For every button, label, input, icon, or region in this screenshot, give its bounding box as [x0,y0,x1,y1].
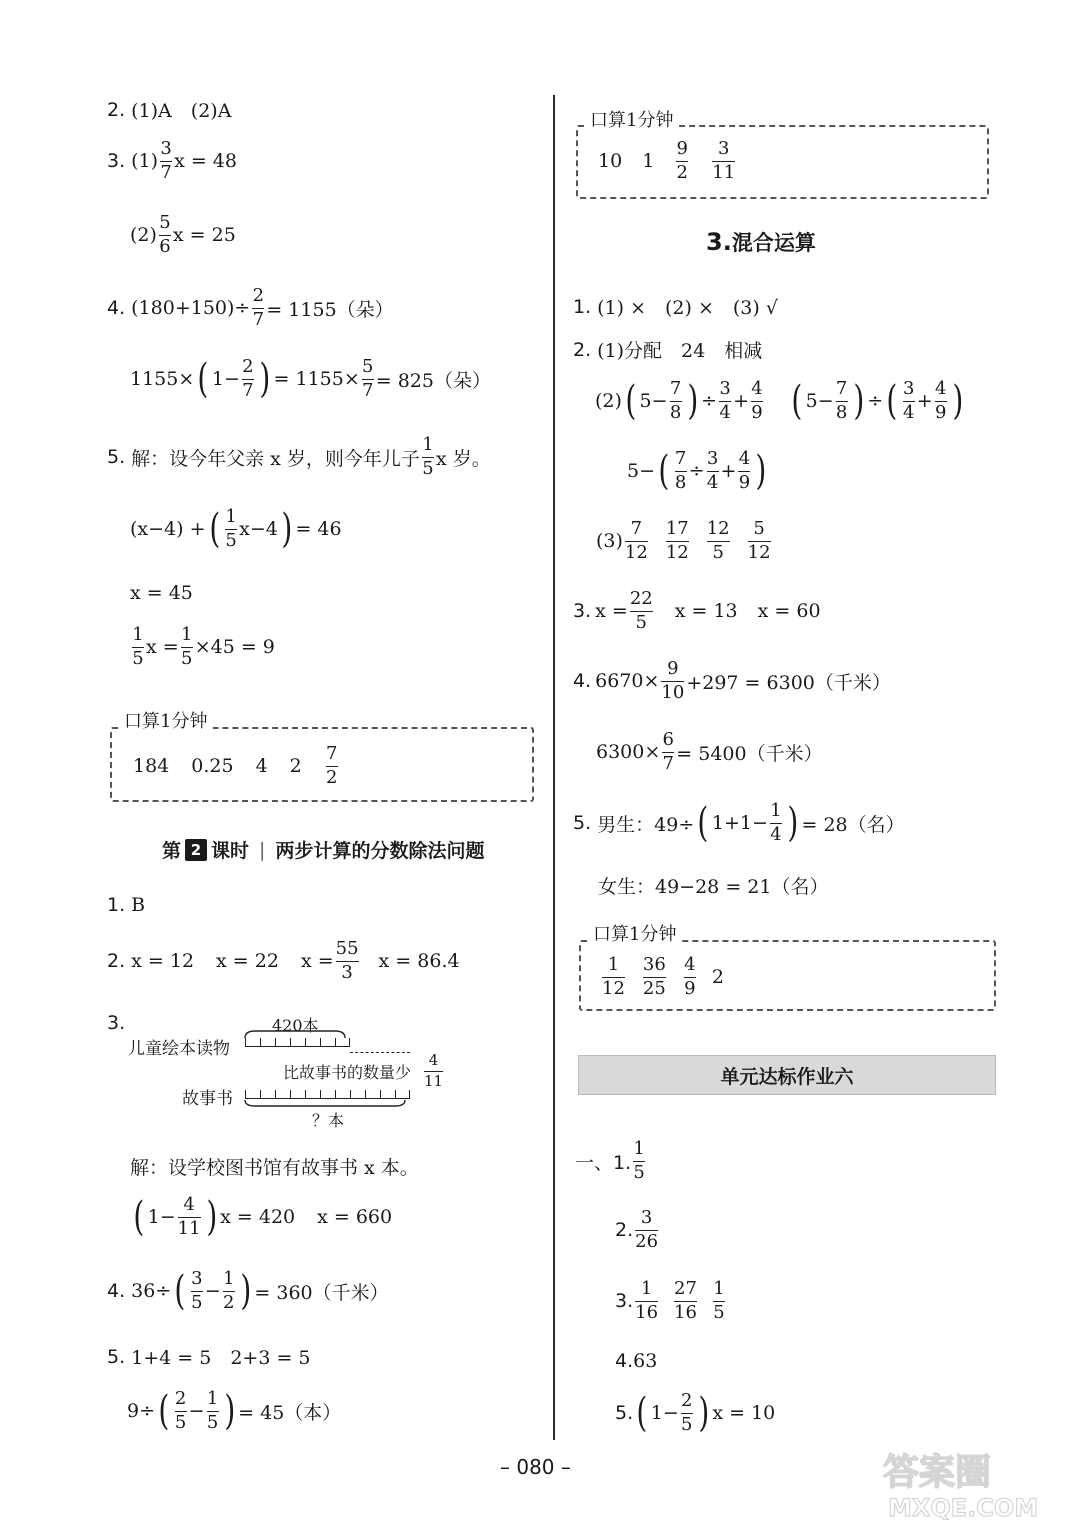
column-divider [553,95,555,1440]
l-3-equation: ( 1− $\frac{4}{11}$ ) x = 420 x = 660 [133,1194,393,1241]
r-3: 3. x = $\frac{22}{5}$ x = 13 x = 60 [573,588,821,633]
l-q3b: (2) $\frac{5}{6}$ x = 25 [130,212,236,257]
fraction: $\frac{4}{11}$ [177,1194,201,1239]
diagram-bar-1 [245,1036,350,1047]
fraction: $\frac{1}{16}$ [635,1278,659,1323]
fraction: $\frac{1}{5}$ [422,434,434,479]
watermark-logo [878,1442,1048,1522]
fraction: $\frac{1}{4}$ [770,800,782,845]
fraction: $\frac{2}{5}$ [681,1390,693,1435]
fraction: $\frac{4}{9}$ [934,378,947,423]
fraction: $\frac{6}{7}$ [662,729,674,774]
mental-answers: 10 1 $\frac{9}{2}$ $\frac{3}{11}$ [598,138,736,183]
l-q5b: (x−4) + ( $\frac{1}{5}$ x−4 ) = 46 [130,506,342,553]
fraction: $\frac{17}{12}$ [665,518,689,563]
r-2d: (3) $\frac{7}{12}$ $\frac{17}{12}$ $\frac{12}{5}$ $\frac{5}{12}$ [596,518,771,563]
l-q3a: 3. (1) $\frac{3}{7}$ x = 48 [107,138,237,183]
fraction: $\frac{7}{8}$ [669,378,682,423]
fraction: $\frac{1}{5}$ [225,506,237,551]
page-number: – 080 – [500,1455,571,1479]
fraction: $\frac{5}{7}$ [362,356,374,401]
mental-answers: 184 0.25 4 2 $\frac{7}{2}$ [133,743,338,788]
fraction: $\frac{1}{5}$ [180,624,193,669]
r-2c: 5− ( $\frac{7}{8}$ ÷ $\frac{3}{4}$ + $\frac{4}{9}$ ) [627,448,767,495]
unit-heading: 单元达标作业六 [578,1055,996,1095]
l-q2: 2. (1)A (2)A [107,98,232,122]
svg-text:MXQE.COM: MXQE.COM [888,1494,1039,1522]
fraction: $\frac{1}{12}$ [602,954,625,999]
diagram-row2-label: 故事书 [182,1089,233,1109]
fraction: $\frac{22}{5}$ [629,588,653,633]
l-q5d: $\frac{1}{5}$ x = $\frac{1}{5}$ ×45 = 9 [132,624,275,669]
fraction: $\frac{7}{8}$ [835,378,848,423]
fraction: $\frac{3}{5}$ [191,1268,203,1313]
r-1: 1. (1) × (2) × (3) √ [573,295,778,319]
fraction: $\frac{36}{25}$ [642,954,666,999]
l-2: 2. x = 12 x = 22 x = $\frac{55}{3}$ x = 86.4 [107,938,460,983]
fraction: $\frac{9}{10}$ [661,658,685,703]
fraction: $\frac{1}{5}$ [713,1278,725,1323]
fraction: $\frac{2}{7}$ [252,285,265,330]
fraction: $\frac{5}{6}$ [159,212,171,257]
box-title: 口算1分钟 [587,920,682,946]
fraction: $\frac{4}{9}$ [751,378,763,423]
fraction: $\frac{55}{3}$ [335,938,359,983]
r-5b: 女生：49−28 = 21（名） [598,876,829,898]
diagram-note-fraction: 4 11 [424,1051,444,1090]
r-5a: 5. 男生：49÷ ( 1+1− $\frac{1}{4}$ ) = 28（名） [573,800,905,847]
fraction: $\frac{3}{26}$ [635,1207,659,1252]
box-title: 口算1分钟 [118,707,213,733]
section-heading: 3. 混合运算 [706,228,816,256]
diagram-top-label: 420本 [272,1016,319,1035]
fraction: $\frac{9}{2}$ [676,138,688,183]
r-4b: 6300× $\frac{6}{7}$ = 5400（千米） [596,729,823,774]
u-1: 一、1. $\frac{1}{5}$ [575,1138,645,1183]
fraction: $\frac{1}{5}$ [132,624,144,669]
l-3-num: 3. [107,1012,126,1034]
fraction: $\frac{5}{12}$ [747,518,771,563]
fraction: $\frac{12}{5}$ [706,518,730,563]
diagram-bottom-label: ？本 [312,1111,345,1130]
fraction: $\frac{1}{5}$ [206,1388,219,1433]
l-5a: 5. 1+4 = 5 2+3 = 5 [107,1345,311,1369]
l-4: 4. 36÷ ( $\frac{3}{5}$ − $\frac{1}{2}$ ) = 360（千米） [107,1268,389,1315]
svg-text:答案圈: 答案圈 [883,1452,992,1493]
fraction: $\frac{1}{2}$ [223,1268,235,1313]
mental-answers: $\frac{1}{12}$ $\frac{36}{25}$ $\frac{4}{9}$ 2 [602,954,724,999]
l-3-solution: 解：设学校图书馆有故事书 x 本。 [130,1157,419,1179]
lesson-heading: 第 2 课时 | 两步计算的分数除法问题 [162,838,485,862]
fraction: $\frac{2}{5}$ [174,1388,187,1433]
u-4: 4. 63 [615,1350,658,1372]
l-q4b: 1155× ( 1− $\frac{2}{7}$ ) = 1155× $\frac{5}{7}$ = 825（朵） [130,356,491,403]
fraction: $\frac{27}{16}$ [674,1278,697,1323]
fraction: $\frac{3}{4}$ [706,448,719,493]
u-2: 2. $\frac{3}{26}$ [615,1207,659,1252]
r-2a: 2. (1)分配 24 相减 [573,338,763,362]
r-4a: 4. 6670× $\frac{9}{10}$ +297 = 6300（千米） [573,658,891,703]
fraction: $\frac{3}{7}$ [160,138,172,183]
l-q4a: 4. (180+150)÷ $\frac{2}{7}$ = 1155（朵） [107,285,394,330]
diagram-note: 比故事书的数量少 [283,1063,412,1082]
fraction: $\frac{4}{9}$ [738,448,751,493]
fraction: $\frac{7}{2}$ [326,743,338,788]
l-1: 1. B [107,894,146,916]
fraction: $\frac{3}{11}$ [712,138,736,183]
fraction: $\frac{7}{8}$ [674,448,687,493]
diagram-dashed-ext [350,1046,410,1053]
u-5: 5. ( 1− $\frac{2}{5}$ ) x = 10 [615,1390,776,1437]
l-q5a: 5. 解：设今年父亲 x 岁，则今年儿子 $\frac{1}{5}$ x 岁。 [107,434,491,479]
fraction: $\frac{1}{5}$ [633,1138,645,1183]
fraction: $\frac{2}{7}$ [242,356,254,401]
fraction: $\frac{7}{12}$ [624,518,648,563]
u-3: 3. $\frac{1}{16}$ $\frac{27}{16}$ $\frac{1}{5}$ [615,1278,725,1323]
fraction: $\frac{3}{4}$ [719,378,731,423]
l-q5c: x = 45 [130,582,193,604]
l-5b: 9÷ ( $\frac{2}{5}$ − $\frac{1}{5}$ ) = 45（本） [127,1388,342,1435]
box-title: 口算1分钟 [584,106,679,132]
r-2b: (2) ( 5− $\frac{7}{8}$ ) ÷ $\frac{3}{4}$ + $\frac{4}{9}$ ( 5− $\frac{7}{8}$ ) ÷ ( $\frac{3}{4}$ + $\frac{4}{9}$ ) [595,378,963,425]
fraction: $\frac{3}{4}$ [903,378,915,423]
fraction: $\frac{4}{9}$ [684,954,696,999]
diagram-row1-label: 儿童绘本读物 [128,1039,230,1059]
